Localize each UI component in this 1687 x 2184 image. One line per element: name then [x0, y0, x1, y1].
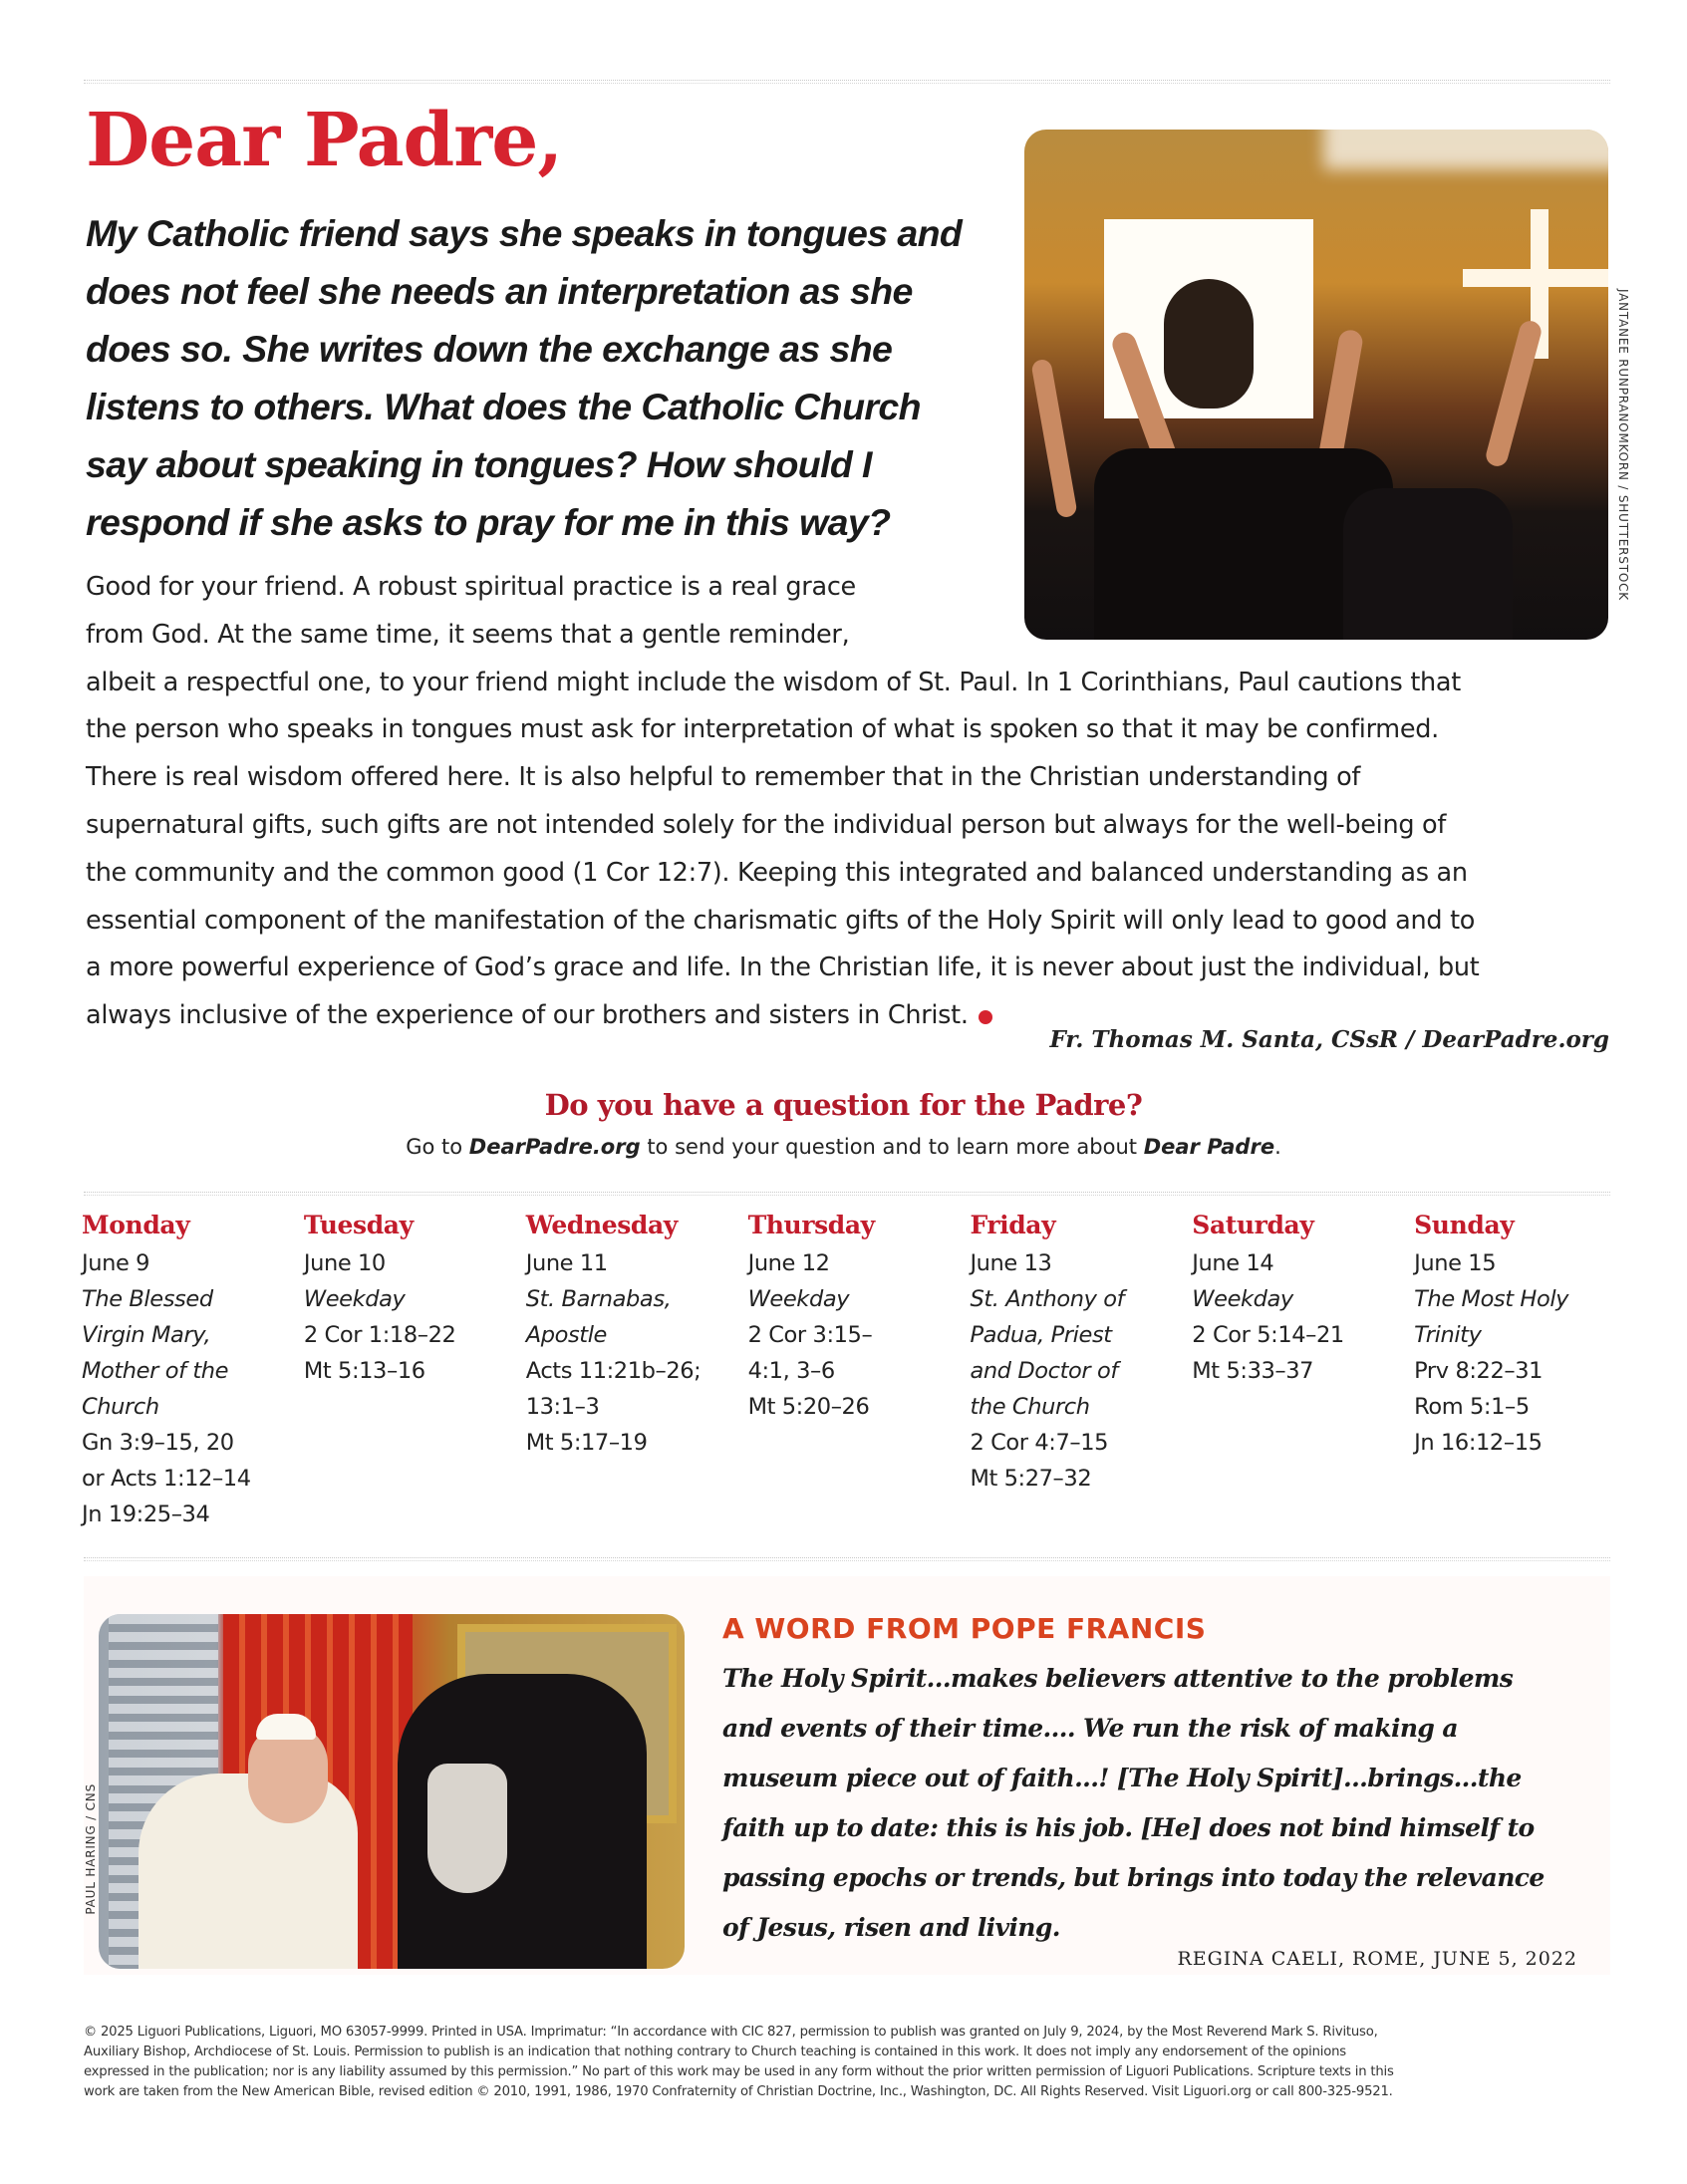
day-column-tuesday: Tuesday June 10 Weekday 2 Cor 1:18–22 Mt 5:13–16 — [304, 1206, 526, 1532]
author-signature: Fr. Thomas M. Santa, CSsR / DearPadre.org — [1049, 1026, 1609, 1053]
question-line: say about speaking in tongues? How should I — [86, 443, 872, 485]
day-column-sunday: Sunday June 15 The Most Holy Trinity Prv 8:22–31 Rom 5:1–5 Jn 16:12–15 — [1414, 1206, 1636, 1532]
weekly-readings-calendar — [82, 1206, 1636, 1532]
day-column-wednesday: Wednesday June 11 St. Barnabas, Apostle Acts 11:21b–26; 13:1–3 Mt 5:17–19 — [526, 1206, 748, 1532]
reader-question — [86, 204, 1012, 551]
photo-pope-figure — [139, 1774, 358, 1969]
photo-credit: PAUL HARING / CNS — [84, 1783, 98, 1915]
question-line: does so. She writes down the exchange as she — [86, 328, 893, 370]
pope-francis-photo — [99, 1614, 685, 1969]
quote-source: REGINA CAELI, ROME, JUNE 5, 2022 — [1177, 1948, 1577, 1970]
top-divider — [84, 80, 1610, 84]
prompt-heading: Do you have a question for the Padre? — [544, 1088, 1143, 1122]
question-line: respond if she asks to pray for me in this way? — [86, 501, 891, 543]
day-date: June 14 — [1192, 1250, 1274, 1276]
pope-quote: The Holy Spirit...makes believers attentive to the problems and events of their time.... We run the risk of making a museum piece out of faith...! [The Holy Spirit]...brings...the faith up to date: this is his job. [He] does not bind himself to passing epochs or trends, but brings into today the relevance of Jesus, risen and living. — [722, 1664, 1545, 1942]
day-column-friday: Friday June 13 St. Anthony of Padua, Priest and Doctor of the Church 2 Cor 4:7–15 Mt 5:27–32 — [970, 1206, 1192, 1532]
end-mark-dot-icon — [979, 1010, 992, 1024]
photo-credit: JANTANEE RUNPRANOMKORN / SHUTTERSTOCK — [1616, 289, 1630, 601]
copyright-footer: © 2025 Liguori Publications, Liguori, MO 63057-9999. Printed in USA. Imprimatur: “In accordance with CIC 827, permission to publish was granted on July 9, 2024, by the Most Reverend Mark S. Rivituso, Auxiliary Bishop, Archdiocese of St. Louis. Permission to publish is an indication that nothing contrary to Church teaching is contained in this work. It does not imply any endorsement of the opinions expressed in the publication; nor is any liability assumed by this permission.” No part of this work may be used in any form without the prior written permission of Liguori Publications. Scripture texts in this work are taken from the New American Bible, revised edition © 2010, 1991, 1986, 1970 Confraternity of Christian Doctrine, Inc., Washington, DC. All Rights Reserved. Visit Liguori.org or call 800-325-9521. — [84, 2025, 1394, 2099]
day-date: June 13 — [970, 1250, 1052, 1276]
question-line: does not feel she needs an interpretation as she — [86, 270, 913, 312]
day-column-monday: Monday June 9 The Blessed Virgin Mary, Mother of the Church Gn 3:9–15, 20 or Acts 1:12–14 Jn 19:25–34 — [82, 1206, 304, 1532]
day-date: June 10 — [303, 1250, 386, 1276]
day-date: June 15 — [1414, 1250, 1497, 1276]
day-column-thursday: Thursday June 12 Weekday 2 Cor 3:15– 4:1, 3–6 Mt 5:20–26 — [748, 1206, 971, 1532]
page-title: Dear Padre, — [86, 98, 563, 183]
day-date: June 12 — [747, 1250, 830, 1276]
prompt-text: Go to DearPadre.org to send your question and to learn more about Dear Padre. — [406, 1135, 1281, 1159]
day-date: June 9 — [82, 1250, 150, 1276]
pope-section-heading: A WORD FROM POPE FRANCIS — [722, 1612, 1207, 1645]
answer-body: Good for your friend. A robust spiritual practice is a real grace from God. At the same time, it seems that a gentle reminder, albeit a respectful one, to your friend might include the wisdom of St. Paul. In 1 Corinthians, Paul cautions that the person who speaks in tongues must ask for interpretation of what is spoken so that it may be confirmed. There is real wisdom offered here. It is also helpful to remember that in the Christian understanding of supernatural gifts, such gifts are not intended solely for the individual person but always for the well-being of the community and the common good (1 Cor 12:7). Keeping this integrated and balanced understanding as an essential component of the manifestation of the charismatic gifts of the Holy Spirit will only lead to good and to a more powerful experience of God’s grace and life. In the Christian life, it is never about just the individual, but always inclusive of the experience of our brothers and sisters in Christ. — [86, 572, 1480, 1031]
calendar-divider-top — [84, 1192, 1610, 1196]
question-line: listens to others. What does the Catholic Church — [86, 386, 921, 427]
calendar-divider-bottom — [84, 1557, 1610, 1561]
dearpadre-link[interactable]: DearPadre.org — [468, 1135, 641, 1159]
question-line: My Catholic friend says she speaks in tongues and — [86, 212, 963, 254]
day-column-saturday: Saturday June 14 Weekday 2 Cor 5:14–21 Mt 5:33–37 — [1192, 1206, 1414, 1532]
photo-figure-head — [1164, 279, 1254, 409]
day-date: June 11 — [525, 1250, 608, 1276]
